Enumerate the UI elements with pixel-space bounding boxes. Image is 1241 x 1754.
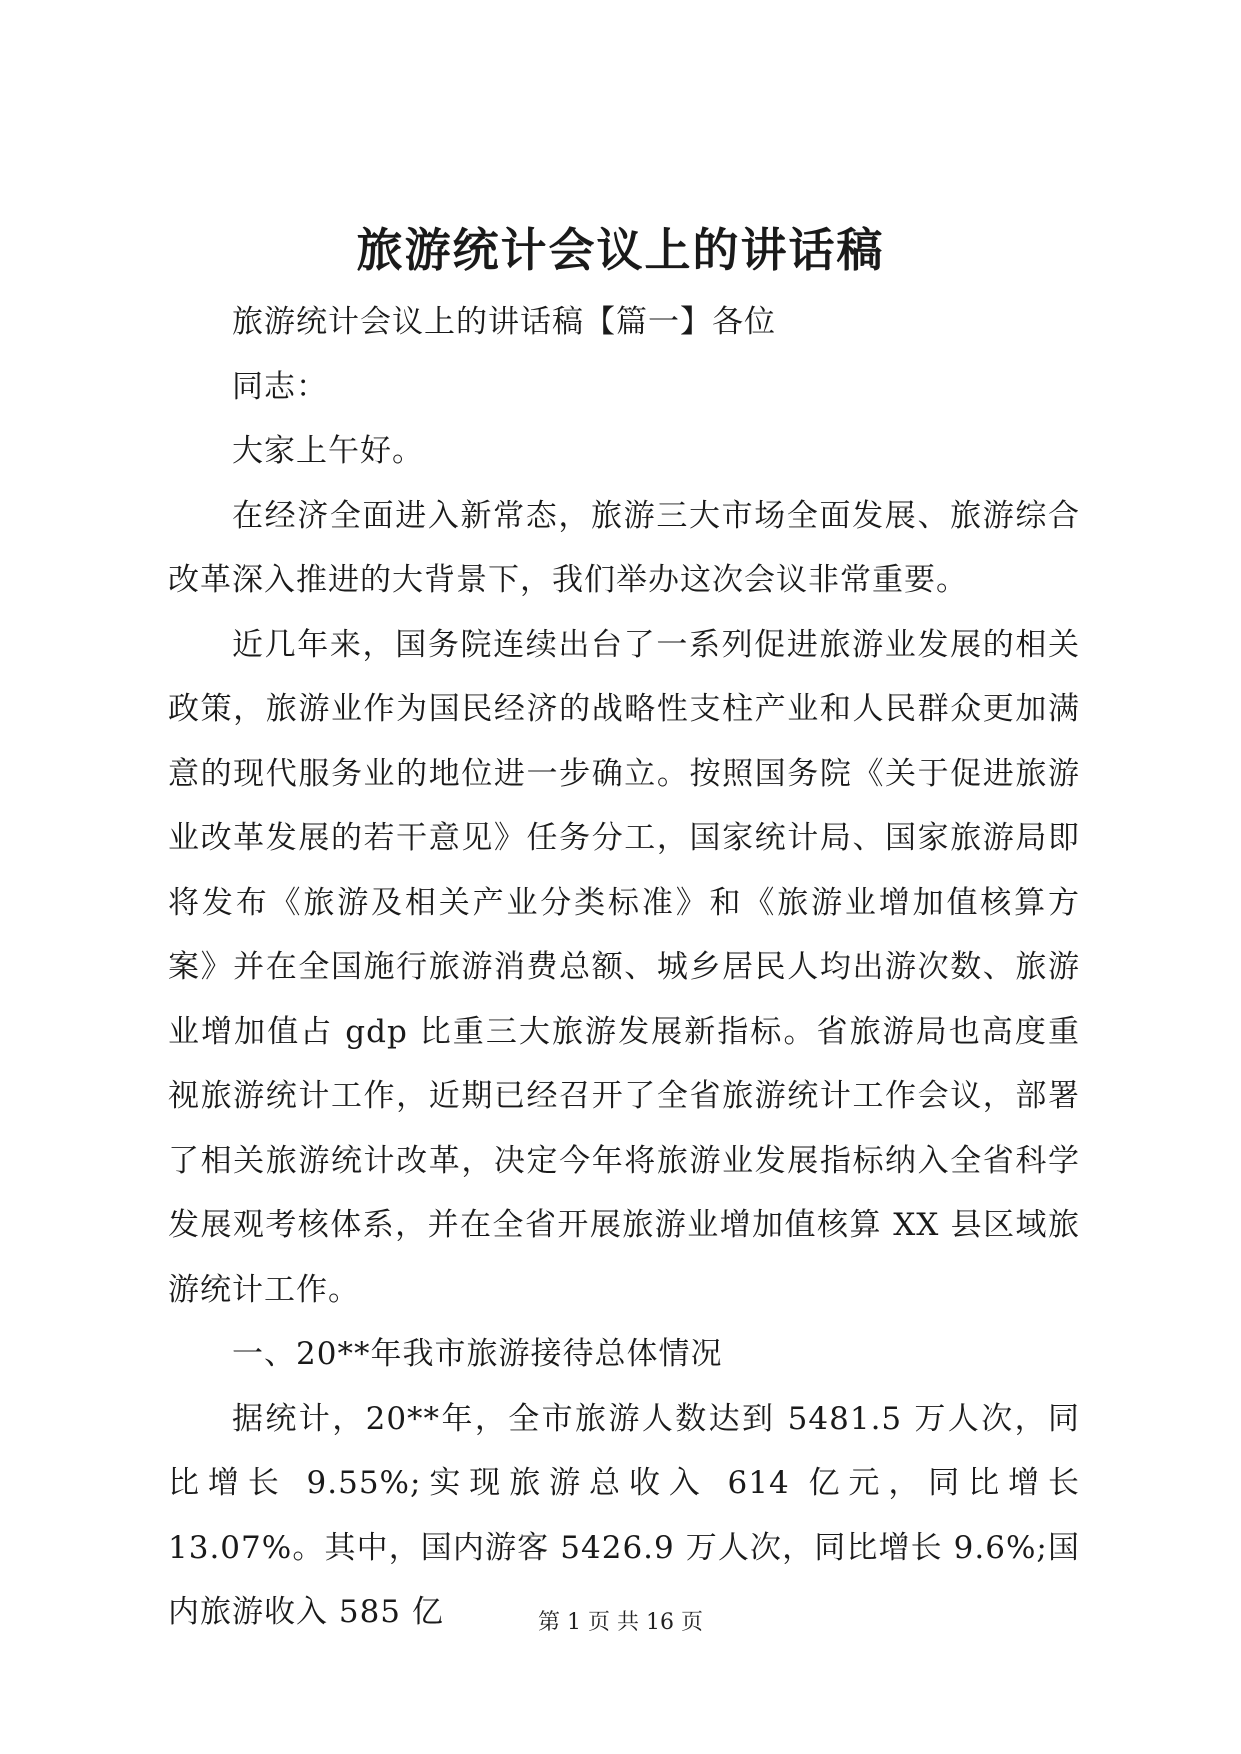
document-body — [168, 290, 1080, 1645]
paragraph-greeting: 大家上午好。 — [232, 433, 424, 469]
section-heading: 一、20**年我市旅游接待总体情况 — [232, 1336, 723, 1372]
paragraph-policy: 近几年来，国务院连续出台了一系列促进旅游业发展的相关政策，旅游业作为国民经济的战略性支柱产业和人民群众更加满意的现代服务业的地位进一步确立。按照国务院《关于促进旅游业改革发展的若干意见》任务分工，国家统计局、国家旅游局即将发布《旅游及相关产业分类标准》和《旅游业增加值核算方案》并在全国施行旅游消费总额、城乡居民人均出游次数、旅游业增加值占 gdp 比重三大旅游发展新指标。省旅游局也高度重视旅游统计工作，近期已经召开了全省旅游统计工作会议，部署了相关旅游统计改革，决定今年将旅游业发展指标纳入全省科学发展观考核体系，并在全省开展旅游业增加值核算 XX 县区域旅游统计工作。 — [168, 626, 1080, 1308]
paragraph-statistics: 据统计，20**年，全市旅游人数达到 5481.5 万人次，同比增长 9.55%;实现旅游总收入 614 亿元，同比增长 13.07%。其中，国内游客 5426.9 万人次，同比增长 9.6%;国内旅游收入 585 亿 — [168, 1400, 1080, 1630]
paragraph-salutation-line: 旅游统计会议上的讲话稿【篇一】各位 — [232, 304, 776, 340]
paragraph-salutation: 同志： — [232, 368, 328, 405]
document-title: 旅游统计会议上的讲话稿 — [356, 223, 885, 277]
page-number-footer: 第 1 页 共 16 页 — [538, 1610, 703, 1635]
paragraph-background: 在经济全面进入新常态，旅游三大市场全面发展、旅游综合改革深入推进的大背景下，我们举办这次会议非常重要。 — [168, 497, 1080, 598]
